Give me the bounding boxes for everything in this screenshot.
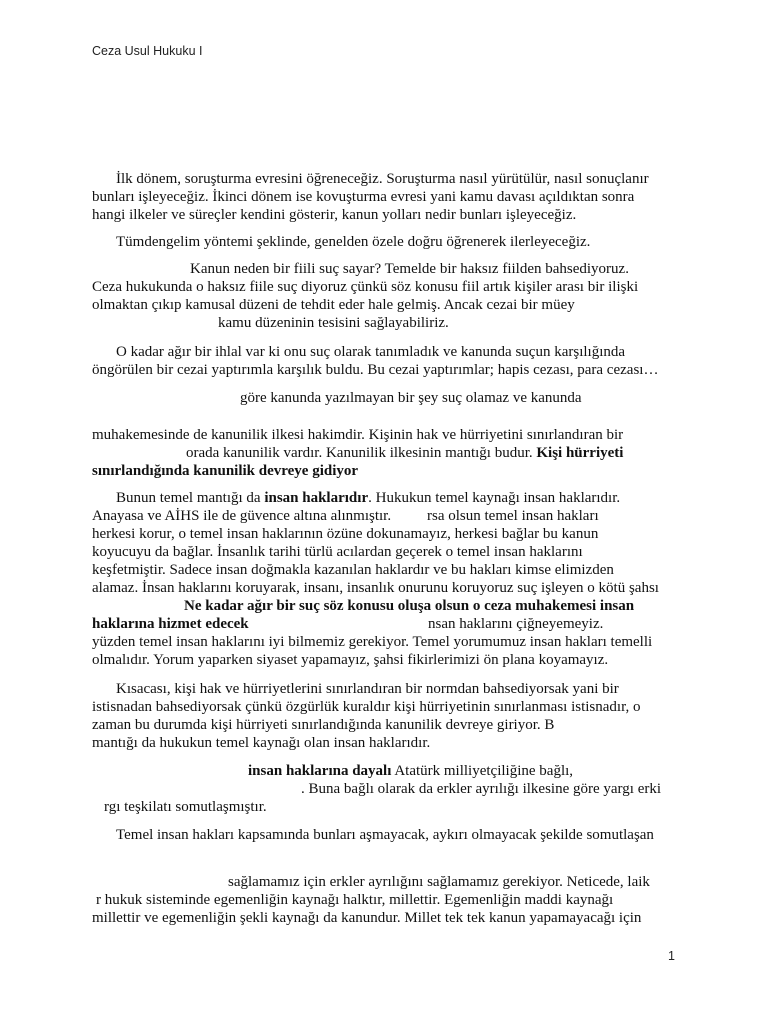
text-line	[184, 597, 634, 615]
text-run: Anayasa ve AİHS ile de güvence altına alınmıştır.	[92, 508, 392, 524]
text-line	[92, 579, 659, 597]
text-line	[92, 734, 430, 752]
bold-text-run: insan haklarıdır	[264, 490, 369, 506]
text-run: herkesi korur, o temel insan haklarının özüne dokunamayız, herkesi bağlar bu kanun	[92, 526, 599, 542]
text-run: Kısacası, kişi hak ve hürriyetlerini sınırlandıran bir normdan bahsediyorsak yani bir	[116, 681, 619, 697]
text-line	[186, 444, 623, 462]
text-run: keşfetmiştir. Sadece insan doğmakla kazanılan haklardır ve bu hakları kimse elimizden	[92, 562, 614, 578]
text-line	[116, 233, 590, 251]
text-line	[218, 314, 449, 332]
text-run: r hukuk sisteminde egemenliğin kaynağı halktır, millettir. Egemenliğin maddi kaynağı	[96, 892, 614, 908]
text-line	[428, 615, 603, 633]
text-line	[92, 543, 583, 561]
text-line	[116, 489, 620, 507]
bold-text-run: sınırlandığında kanunilik devreye gidiyor	[92, 463, 359, 479]
text-line	[92, 633, 652, 651]
text-line	[92, 615, 249, 633]
text-line	[116, 680, 619, 698]
text-run: mantığı da hukukun temel kaynağı olan insan haklarıdır.	[92, 735, 431, 751]
bold-text-run: Kişi hürriyeti	[536, 445, 624, 461]
text-line	[92, 462, 358, 480]
text-run: İlk dönem, soruşturma evresini öğreneceğiz. Soruşturma nasıl yürütülür, nasıl sonuçlanır	[116, 171, 649, 187]
text-line	[92, 361, 658, 379]
page-header: Ceza Usul Hukuku I	[92, 44, 203, 58]
text-run: . Hukukun temel kaynağı insan haklarıdır.	[368, 490, 621, 506]
text-line	[240, 389, 582, 407]
text-line	[104, 798, 267, 816]
text-run: orada kanunilik vardır. Kanunilik ilkesinin mantığı budur.	[186, 445, 537, 461]
bold-text-run: Ne kadar ağır bir suç söz konusu oluşa olsun o ceza muhakemesi insan	[184, 598, 635, 614]
text-run: rgı teşkilatı somutlaşmıştır.	[104, 799, 267, 815]
text-line	[228, 873, 650, 891]
text-line	[92, 698, 640, 716]
text-line	[92, 278, 638, 296]
text-run: olmaktan çıkıp kamusal düzeni de tehdit eder hale gelmiş. Ancak cezai bir müey	[92, 297, 575, 313]
text-run: olmalıdır. Yorum yaparken siyaset yapamayız, şahsi fikirlerimizi ön plana koyamayız.	[92, 652, 609, 668]
text-line	[116, 826, 654, 844]
text-run: sağlamamız için erkler ayrılığını sağlamamız gerekiyor. Neticede, laik	[228, 874, 650, 890]
text-run: nsan haklarını çiğneyemeyiz.	[428, 616, 604, 632]
text-run: Ceza hukukunda o haksız fiile suç diyoruz çünkü söz konusu fiil artık kişiler arası bir ilişki	[92, 279, 639, 295]
text-run: alamaz. İnsan haklarını koruyarak, insanı, insanlık onurunu koruyoruz suç işleyen o kötü şahsı	[92, 580, 659, 596]
text-line	[92, 716, 554, 734]
text-line	[92, 206, 576, 224]
text-run: istisnadan bahsediyorsak çünkü özgürlük kuraldır kişi hürriyetinin sınırlanması istisnadır, o	[92, 699, 641, 715]
text-run: zaman bu durumda kişi hürriyeti sınırlandığında kanunilik devreye giriyor. B	[92, 717, 555, 733]
text-run: Atatürk milliyetçiliğine bağlı,	[391, 763, 574, 779]
text-line	[116, 343, 625, 361]
text-line	[92, 188, 634, 206]
text-run: Kanun neden bir fiili suç sayar? Temelde bir haksız fiilden bahsediyoruz.	[190, 261, 629, 277]
text-line	[92, 507, 391, 525]
text-run: O kadar ağır bir ihlal var ki onu suç olarak tanımladık ve kanunda suçun karşılığında	[116, 344, 626, 360]
text-line	[92, 296, 575, 314]
text-run: Tümdengelim yöntemi şeklinde, genelden özele doğru öğrenerek ilerleyeceğiz.	[116, 234, 591, 250]
bold-text-run: haklarına hizmet edecek	[92, 616, 249, 632]
text-line	[301, 780, 661, 798]
text-line	[92, 426, 623, 444]
text-run: öngörülen bir cezai yaptırımla karşılık buldu. Bu cezai yaptırımlar; hapis cezası, para cezası…	[92, 362, 659, 378]
text-line	[427, 507, 599, 525]
text-run: kamu düzeninin tesisini sağlayabiliriz.	[218, 315, 449, 331]
text-run: yüzden temel insan haklarını iyi bilmemiz gerekiyor. Temel yorumumuz insan hakları temelli	[92, 634, 653, 650]
text-run: Bunun temel mantığı da	[116, 490, 265, 506]
text-run: Temel insan hakları kapsamında bunları aşmayacak, aykırı olmayacak şekilde somutlaşan	[116, 827, 654, 843]
text-line	[92, 651, 608, 669]
text-run: rsa olsun temel insan hakları	[427, 508, 599, 524]
text-run: millettir ve egemenliğin şekli kaynağı da kanundur. Millet tek tek kanun yapamayacağı için	[92, 910, 642, 926]
text-line	[92, 909, 641, 927]
text-line	[116, 170, 649, 188]
text-run: muhakemesinde de kanunilik ilkesi hakimdir. Kişinin hak ve hürriyetini sınırlandıran bir	[92, 427, 624, 443]
text-run: hangi ilkeler ve süreçler kendini gösterir, kanun yolları nedir bunları işleyeceğiz.	[92, 207, 577, 223]
text-line	[190, 260, 629, 278]
text-run: . Buna bağlı olarak da erkler ayrılığı ilkesine göre yargı erki	[301, 781, 662, 797]
page-number: 1	[668, 949, 675, 963]
text-line	[92, 561, 614, 579]
text-run: göre kanunda yazılmayan bir şey suç olamaz ve kanunda	[240, 390, 582, 406]
text-line	[96, 891, 613, 909]
text-run: koyucuyu da bağlar. İnsanlık tarihi türlü acılardan geçerek o temel insan haklarını	[92, 544, 583, 560]
text-line	[248, 762, 573, 780]
text-run: bunları işleyeceğiz. İkinci dönem ise kovuşturma evresi yani kamu davası açıldıktan sonra	[92, 189, 635, 205]
text-line	[92, 525, 598, 543]
bold-text-run: insan haklarına dayalı	[248, 763, 392, 779]
